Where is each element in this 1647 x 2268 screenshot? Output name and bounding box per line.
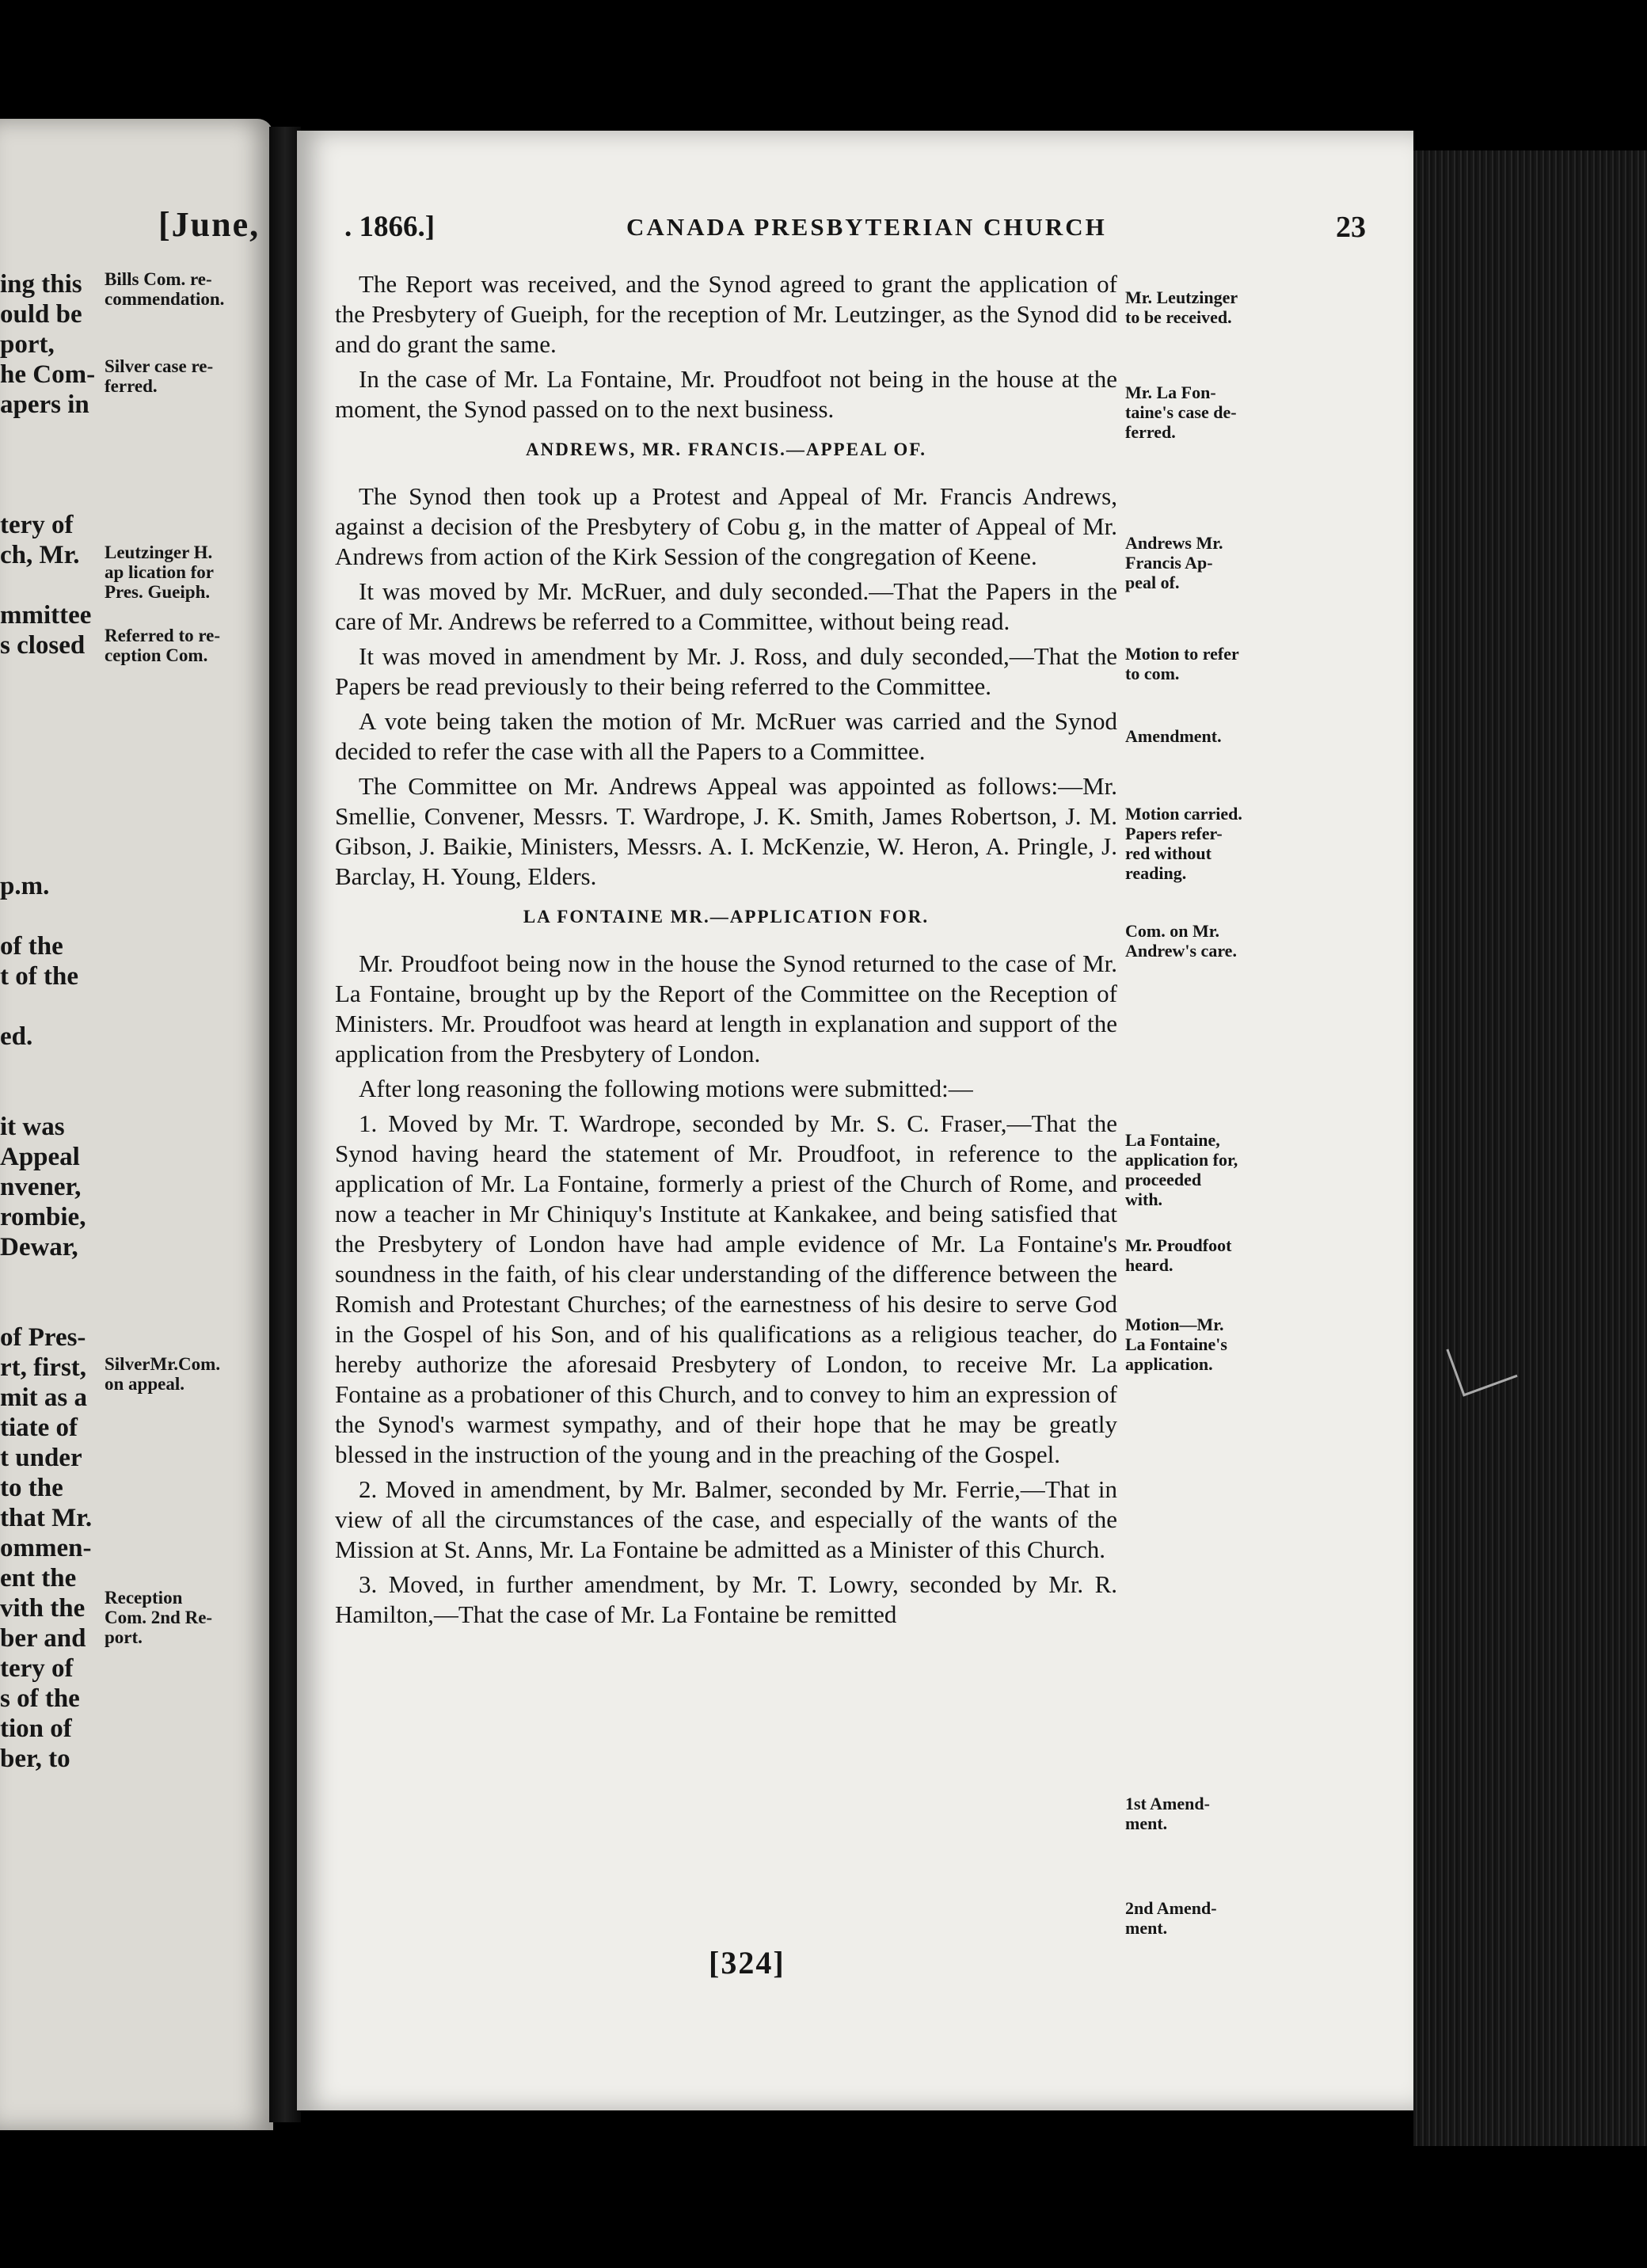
paragraph: In the case of Mr. La Fontaine, Mr. Proudfoot not being in the house at the moment, the Synod passed on to the next business. xyxy=(335,365,1117,423)
previous-page-text-line: of the xyxy=(0,932,63,961)
previous-page-text-line: ed. xyxy=(0,1022,33,1051)
previous-page-text-line: t under xyxy=(0,1444,82,1472)
previous-page-text-line xyxy=(0,781,101,811)
margin-note: Com. on Mr. Andrew's care. xyxy=(1125,921,1237,961)
margin-note: Andrews Mr. Francis Ap- peal of. xyxy=(1125,533,1223,592)
previous-page-text-line: tion of xyxy=(0,1714,72,1743)
previous-page-text-line xyxy=(0,1262,101,1292)
previous-page-text-line: tery of xyxy=(0,511,74,539)
previous-page-text-line xyxy=(0,450,101,480)
page xyxy=(297,131,1413,2110)
previous-page-text-line: ould be xyxy=(0,300,82,329)
margin-note: Mr. Leutzinger to be received. xyxy=(1125,287,1238,327)
paragraph: The Synod then took up a Protest and Appeal of Mr. Francis Andrews, against a decision of the Presbytery of Cobu g, in the matter of Appeal of Mr. Andrews from action of the Kirk Session of the congregation of Keene. xyxy=(335,482,1117,570)
previous-page-text-line: ch, Mr. xyxy=(0,541,80,569)
previous-page-text-line: that Mr. xyxy=(0,1504,93,1532)
paragraph: Mr. Proudfoot being now in the house the Synod returned to the case of Mr. La Fontaine, brought up by the Report of the Committee on the Reception of Ministers. Mr. Proudfoot was heard at length in explanation and support of the application from the Presbytery of London. xyxy=(335,949,1117,1067)
previous-margin-note: Referred to re- ception Com. xyxy=(105,626,221,665)
paragraph: 2. Moved in amendment, by Mr. Balmer, seconded by Mr. Ferrie,—That in view of all the circumstances of the case, and especially of the wants of the Mission at St. Anns, Mr. La Fontaine be admitted as a Minister of this Church. xyxy=(335,1475,1117,1563)
previous-page-text-line: it was xyxy=(0,1113,65,1141)
previous-page-text-line xyxy=(0,420,101,450)
previous-page-text-line xyxy=(0,660,101,691)
previous-page-text-line: port, xyxy=(0,330,55,359)
stray-mark xyxy=(1446,1330,1517,1396)
previous-page-text-fragments xyxy=(0,269,101,1774)
previous-page-text-line xyxy=(0,1292,101,1322)
previous-page-text-line xyxy=(0,480,101,510)
margin-note: Mr. Proudfoot heard. xyxy=(1125,1235,1232,1275)
margin-note: Amendment. xyxy=(1125,726,1222,746)
paragraph: After long reasoning the following motions were submitted:— xyxy=(359,1075,973,1102)
margin-note: 1st Amend- ment. xyxy=(1125,1794,1210,1833)
previous-page-text-line xyxy=(0,1082,101,1112)
previous-page-text-line: ommen- xyxy=(0,1534,92,1562)
previous-page xyxy=(0,119,273,2130)
page-number-top: 23 xyxy=(1336,211,1366,244)
previous-page-text-line: Appeal xyxy=(0,1143,80,1171)
previous-margin-note: SilverMr.Com. on appeal. xyxy=(105,1354,221,1394)
previous-page-text-line xyxy=(0,751,101,781)
previous-margin-note: Leutzinger H. ap lication for Pres. Gueiph. xyxy=(105,542,214,602)
previous-page-text-line: mmittee xyxy=(0,601,92,630)
previous-page-text-line: ent the xyxy=(0,1564,77,1593)
previous-page-running-head: [June, xyxy=(158,205,261,244)
previous-page-text-line: ing this xyxy=(0,270,82,299)
paragraph: It was moved by Mr. McRuer, and duly seconded.—That the Papers in the care of Mr. Andrews be referred to a Committee, without being read. xyxy=(335,577,1117,635)
previous-page-text-line: rombie, xyxy=(0,1203,86,1231)
paragraph: The Committee on Mr. Andrews Appeal was appointed as follows:—Mr. Smellie, Convener, Messrs. T. Wardrope, J. K. Smith, James Robertson, J. M. Gibson, J. Baikie, Ministers, Messrs. A. I. McKenzie, W. Heron, A. Pringle, J. Barclay, H. Young, Elders. xyxy=(335,772,1117,890)
page-number-bottom: [324] xyxy=(709,1945,785,1981)
running-head-title: CANADA PRESBYTERIAN CHURCH xyxy=(626,213,1107,241)
book-page-edges xyxy=(1413,150,1647,2146)
previous-page-text-line: nvener, xyxy=(0,1173,82,1201)
margin-note: Motion—Mr. La Fontaine's application. xyxy=(1125,1315,1227,1374)
section-heading: ANDREWS, MR. FRANCIS.—APPEAL OF. xyxy=(526,440,926,459)
previous-page-text-line: apers in xyxy=(0,390,89,419)
running-head-year: . 1866.] xyxy=(344,211,436,243)
previous-page-text-line xyxy=(0,991,101,1022)
previous-page-text-line: ber and xyxy=(0,1624,86,1653)
previous-margin-note: Reception Com. 2nd Re- port. xyxy=(105,1588,213,1647)
previous-margin-note: Bills Com. re- commendation. xyxy=(105,269,225,309)
margin-notes xyxy=(1125,131,1284,2110)
previous-page-text-line: he Com- xyxy=(0,360,96,389)
margin-note: Mr. La Fon- taine's case de- ferred. xyxy=(1125,382,1237,442)
paragraph: 1. Moved by Mr. T. Wardrope, seconded by Mr. S. C. Fraser,—That the Synod having heard the statement of Mr. Proudfoot, in reference to the application of Mr. La Fontaine, formerly a priest of the Church of Rome, and now a teacher in Mr Chiniquy's Institute at Kankakee, and being satisfied that the Presbytery of London have had ample evidence of Mr. La Fontaine's soundness in the faith, of his clear understanding of the difference between the Romish and Protestant Churches; of the earnestness of his desire to serve God in the Gospel of his Son, and of his qualifications as a religious teacher, do hereby authorize the aforesaid Presbytery of London, to receive Mr. La Fontaine as a probationer of this Church, and to convey to him an expression of the Synod's warmest sympathy, and of their hope that he may be greatly blessed in the instruction of the young and in the preaching of the Gospel. xyxy=(335,1109,1117,1468)
previous-page-text-line: mit as a xyxy=(0,1383,87,1412)
margin-note: Motion to refer to com. xyxy=(1125,644,1239,683)
previous-margin-note: Silver case re- ferred. xyxy=(105,356,214,396)
previous-page-text-line: to the xyxy=(0,1474,63,1502)
body-text xyxy=(335,269,1117,1634)
previous-page-text-line xyxy=(0,811,101,841)
book-gutter xyxy=(269,127,301,2122)
margin-note: Motion carried. Papers refer- red without reading. xyxy=(1125,804,1242,883)
paragraph: A vote being taken the motion of Mr. McRuer was carried and the Synod decided to refer the case with all the Papers to a Committee. xyxy=(335,707,1117,765)
previous-page-text-line: tery of xyxy=(0,1654,74,1683)
previous-page-text-line: of Pres- xyxy=(0,1323,86,1352)
previous-page-text-line xyxy=(0,1052,101,1082)
paragraph: It was moved in amendment by Mr. J. Ross, and duly seconded,—That the Papers be read previously to their being referred to the Committee. xyxy=(335,642,1117,700)
previous-page-text-line: Dewar, xyxy=(0,1233,78,1261)
previous-page-text-line xyxy=(0,901,101,931)
previous-page-text-line: s of the xyxy=(0,1684,80,1713)
section-heading: LA FONTAINE MR.—APPLICATION FOR. xyxy=(523,907,930,927)
previous-page-text-line: t of the xyxy=(0,962,78,991)
previous-page-text-line: tiate of xyxy=(0,1414,78,1442)
previous-page-text-line: s closed xyxy=(0,631,86,660)
previous-page-text-line: ber, to xyxy=(0,1745,70,1773)
previous-page-text-line: p.m. xyxy=(0,872,50,900)
previous-page-text-line xyxy=(0,721,101,751)
paragraph: The Report was received, and the Synod agreed to grant the application of the Presbytery of Gueiph, for the reception of Mr. Leutzinger, as the Synod did and do grant the same. xyxy=(335,270,1117,358)
previous-page-text-line: vith the xyxy=(0,1594,86,1623)
paragraph: 3. Moved, in further amendment, by Mr. T. Lowry, seconded by Mr. R. Hamilton,—That the case of Mr. La Fontaine be remitted xyxy=(335,1570,1117,1628)
previous-page-text-line: rt, first, xyxy=(0,1353,87,1382)
margin-note: 2nd Amend- ment. xyxy=(1125,1898,1217,1938)
previous-page-text-line xyxy=(0,691,101,721)
previous-page-text-line xyxy=(0,570,101,600)
previous-page-margin-notes xyxy=(105,269,263,1647)
previous-page-text-line xyxy=(0,841,101,871)
margin-note: La Fontaine, application for, proceeded with. xyxy=(1125,1130,1238,1209)
